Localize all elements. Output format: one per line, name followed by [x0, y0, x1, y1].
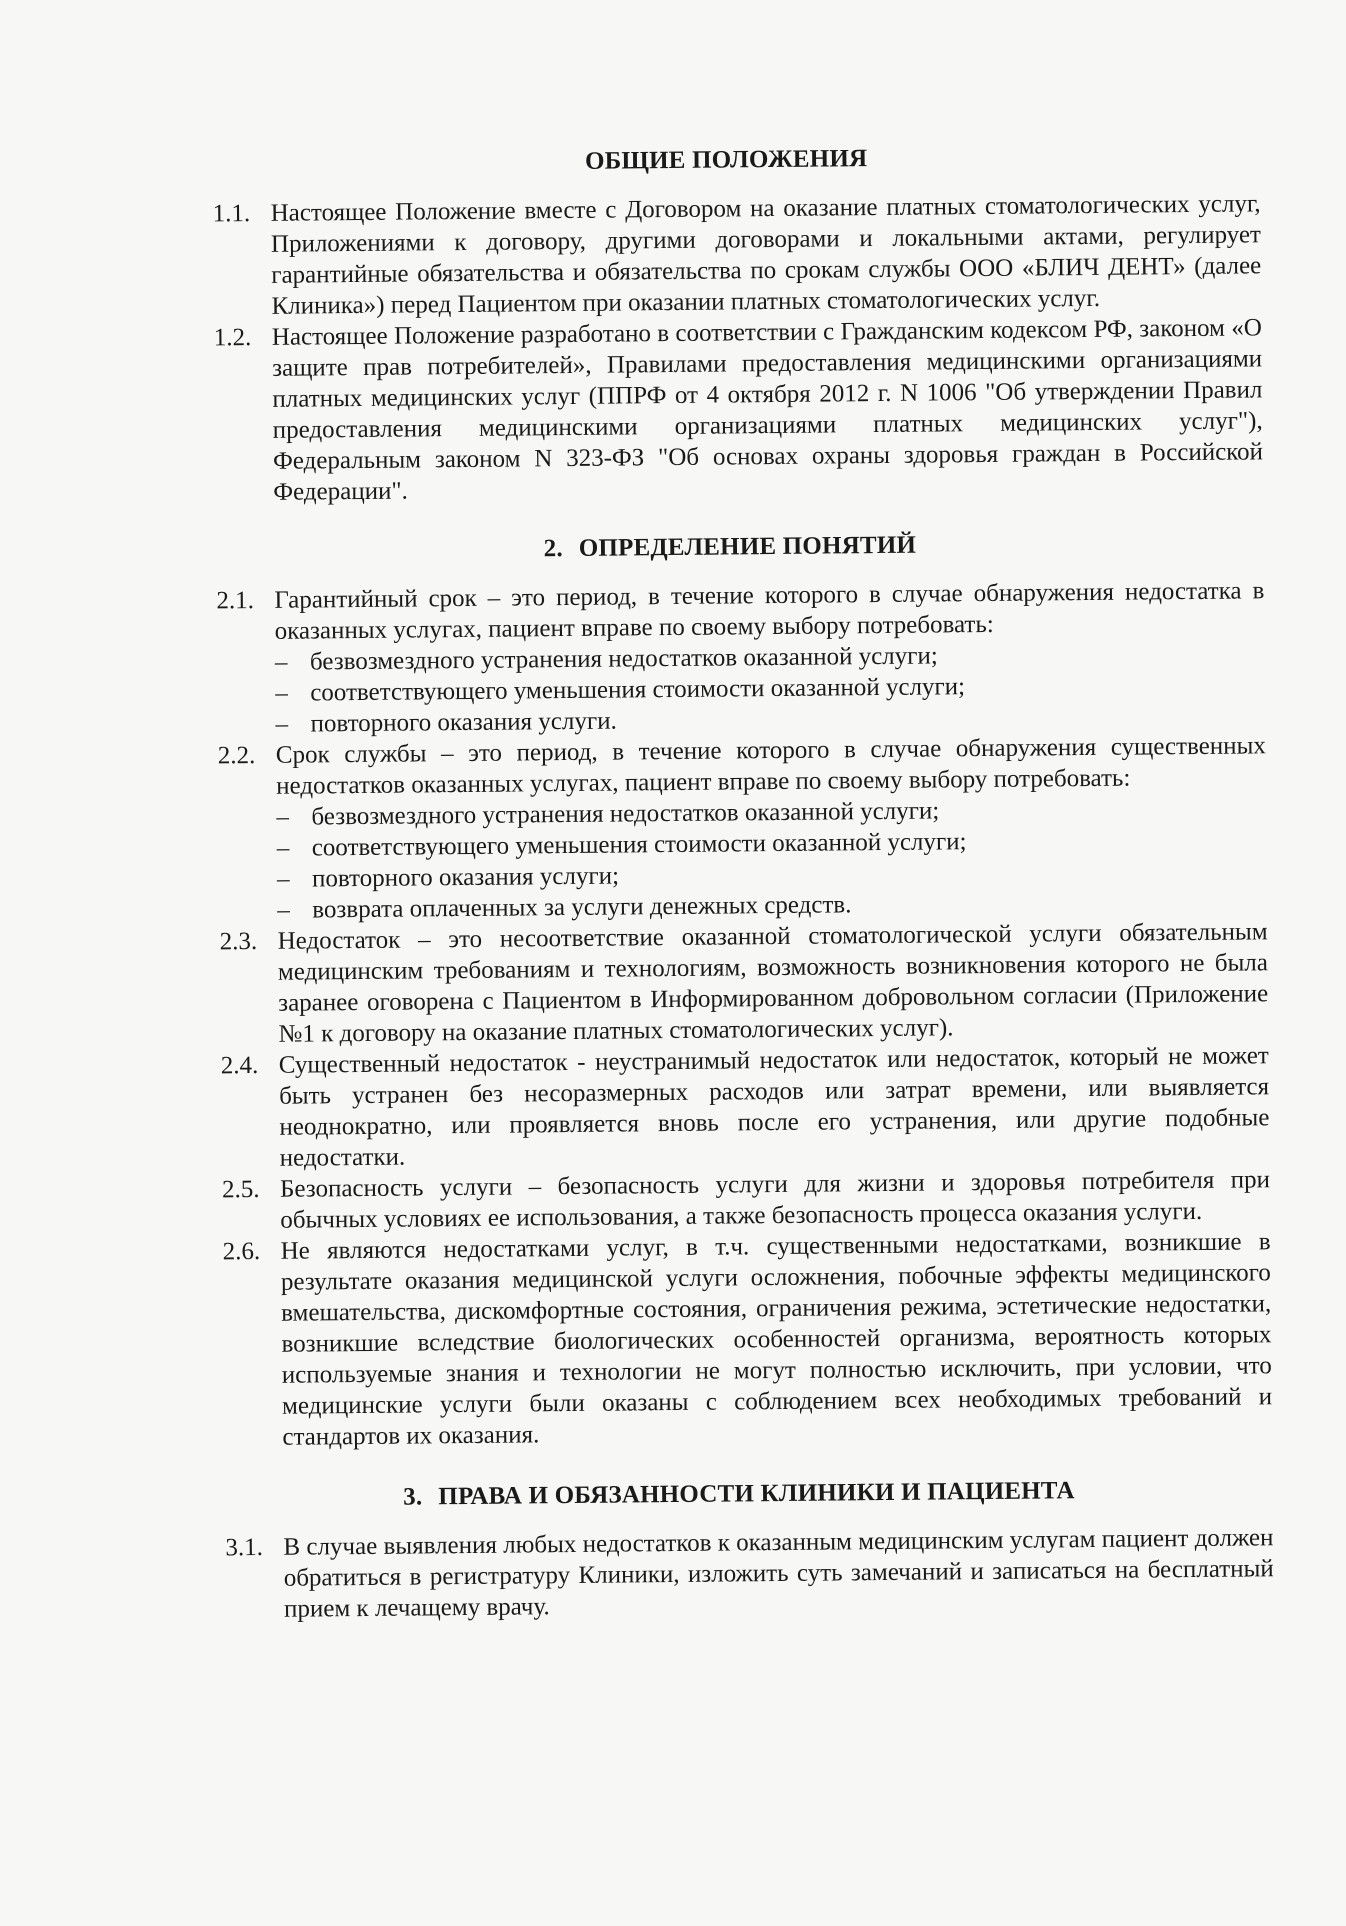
clause-text: Недостаток – это несоответствие оказанной стоматологической услуги обязательным медицинским требованиям и технологиям, возможность возникновения которого не была заранее оговорена с Пациентом в Информированном добровольном согласии (Приложение №1 к договору на оказание платных стоматологических услуг). [277, 918, 1269, 1048]
clause-number: 2.1. [216, 587, 255, 615]
list-item: – безвозмездного устранения недостатков оказанной услуги; [276, 797, 940, 831]
section-number: 2. [543, 535, 563, 563]
clause-3-1 [225, 1522, 1274, 1625]
clause-text: Безопасность услуги – безопасность услуги для жизни и здоровья потребителя при обычных условиях ее использования, а также безопасность процесса оказания услуги. [279, 1166, 1271, 1234]
list-item: – возврата оплаченных за услуги денежных средств. [277, 891, 852, 924]
section-title: 2. ОПРЕДЕЛЕНИЕ ПОНЯТИЙ [543, 531, 917, 563]
list-item: – повторного оказания услуги; [276, 862, 620, 893]
list-item: – безвозмездного устранения недостатков оказанной услуги; [274, 642, 938, 676]
clause-1-1 [213, 188, 1262, 322]
section-title: 3. ПРАВА И ОБЯЗАННОСТИ КЛИНИКИ И ПАЦИЕНТА [403, 1477, 1075, 1511]
clause-text: Гарантийный срок – это период, в течение которого в случае обнаружения недостатка в оказанных услугах, пациент вправе по своему выбору потребовать: [274, 577, 1265, 645]
clause-number: 1.2. [213, 324, 252, 352]
clause-number: 2.2. [217, 742, 256, 770]
clause-text: Срок службы – это период, в течение которого в случае обнаружения существенных недостатков оказанных услугах, пациент вправе по своему выбору потребовать: [275, 732, 1266, 800]
clause-number: 2.6. [222, 1237, 261, 1266]
clause-number: 1.1. [212, 200, 251, 228]
list-item: – соответствующего уменьшения стоимости оказанной услуги; [275, 673, 966, 707]
clause-number: 2.5. [221, 1175, 260, 1204]
clause-2-5 [222, 1164, 1271, 1236]
clause-text: Настоящее Положение разработано в соответствии с Гражданским кодексом РФ, законом «О защите прав потребителей», Правилами предоставления медицинскими организациями платных медицинских услуг (ППРФ от 4 октября 2012 г. N 1006 "Об утверждении Правил предоставления медицинскими организациями платных медицинских услуг"), Федеральным законом N 323-ФЗ "Об основах охраны здоровья граждан в Российской Федерации". [271, 314, 1264, 506]
list-item: – повторного оказания услуги. [275, 707, 617, 738]
clause-text: В случае выявления любых недостатков к оказанным медицинским услугам пациент должен обратиться в регистратуру Клиники, изложить суть замечаний и записаться на бесплатный прием к лечащему врачу. [283, 1524, 1274, 1623]
section-title: ОБЩИЕ ПОЛОЖЕНИЯ [584, 145, 868, 175]
clause-2-1 [216, 575, 1265, 647]
clause-text: Настоящее Положение вместе с Договором на оказание платных стоматологических услуг, Приложениями к договору, другими договорами и локальными актами, регулирует гарантийные обязательства и обязательства по срокам службы ООО «БЛИЧ ДЕНТ» (далее Клиника») перед Пациентом при оказании платных стоматологических услуг. [270, 190, 1262, 320]
clause-2-6 [222, 1226, 1272, 1453]
clause-number: 3.1. [225, 1533, 264, 1562]
clause-text: Не являются недостатками услуг, в т.ч. существенными недостатками, возникшие в результате оказания медицинской услуги осложнения, побочные эффекты медицинского вмешательства, дискомфортные состояния, ограничения режима, эстетические недостатки, возникшие вследствие биологических особенностей организма, вероятность которых используемые знания и технологии не могут полностью исключить, при условии, что медицинские услуги были оказаны с соблюдением всех необходимых требований и стандартов их оказания. [280, 1228, 1273, 1451]
section-rights-obligations [225, 1473, 1274, 1625]
section-number: 3. [403, 1483, 423, 1511]
section-general-provisions [212, 139, 1263, 508]
clause-1-2 [214, 312, 1264, 508]
clause-2-3 [219, 916, 1268, 1050]
clause-2-4 [221, 1040, 1270, 1174]
clause-2-1-options [217, 637, 1266, 740]
list-item: – соответствующего уменьшения стоимости оказанной услуги; [276, 828, 967, 862]
clause-2-2 [218, 730, 1267, 802]
section-definitions [216, 526, 1273, 1453]
clause-2-2-options [218, 792, 1267, 926]
clause-text: Существенный недостаток - неустранимый недостаток или недостаток, который не может быть устранен без несоразмерных расходов или затрат времени, или выявляется неоднократно, или проявляется вновь после его устранения, или другие подобные недостатки. [278, 1042, 1270, 1172]
clause-number: 2.4. [220, 1051, 259, 1080]
clause-number: 2.3. [219, 928, 258, 956]
